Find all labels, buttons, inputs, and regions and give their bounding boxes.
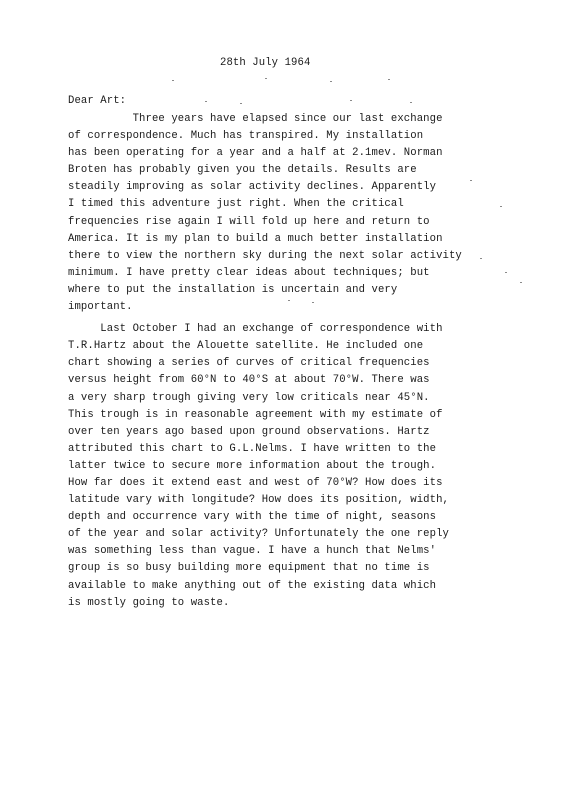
scan-speckle bbox=[330, 81, 332, 82]
scan-speckle bbox=[172, 80, 174, 81]
text-line: of the year and solar activity? Unfortunately the one reply bbox=[68, 528, 449, 541]
scan-speckle bbox=[205, 101, 207, 102]
scan-speckle bbox=[312, 302, 314, 303]
text-line: How far does it extend east and west of 70°W? How does its bbox=[68, 476, 443, 489]
text-line: I timed this adventure just right. When the critical bbox=[68, 198, 404, 211]
letter-salutation: Dear Art: bbox=[68, 95, 127, 107]
text-line: available to make anything out of the existing data which bbox=[68, 579, 437, 592]
scan-speckle bbox=[505, 272, 507, 273]
text-line: there to view the northern sky during the next solar activity bbox=[68, 249, 462, 262]
text-line: chart showing a series of curves of critical frequencies bbox=[68, 357, 430, 370]
text-line: T.R.Hartz about the Alouette satellite. He included one bbox=[68, 340, 424, 353]
scan-speckle bbox=[470, 180, 472, 181]
text-line: is mostly going to waste. bbox=[68, 596, 230, 609]
text-line: Broten has probably given you the details. Results are bbox=[68, 164, 417, 177]
text-line: has been operating for a year and a half at 2.1mev. Norman bbox=[68, 147, 443, 160]
scan-speckle bbox=[500, 206, 502, 207]
text-line: group is so busy building more equipment that no time is bbox=[68, 562, 430, 575]
scan-speckle bbox=[240, 103, 242, 104]
scan-speckle bbox=[388, 79, 390, 80]
text-line: latter twice to secure more information about the trough. bbox=[68, 459, 437, 472]
text-line: important. bbox=[68, 301, 133, 314]
text-line: latitude vary with longitude? How does its position, width, bbox=[68, 494, 449, 507]
text-line: versus height from 60°N to 40°S at about 70°W. There was bbox=[68, 374, 430, 387]
text-line: of correspondence. Much has transpired. My installation bbox=[68, 130, 424, 143]
scan-speckle bbox=[288, 300, 290, 301]
scan-speckle bbox=[265, 78, 267, 79]
text-line: steadily improving as solar activity declines. Apparently bbox=[68, 181, 437, 194]
paragraph-2 bbox=[68, 321, 508, 612]
text-line: Last October I had an exchange of correspondence with bbox=[68, 323, 443, 336]
text-line: This trough is in reasonable agreement with my estimate of bbox=[68, 408, 443, 421]
text-line: was something less than vague. I have a hunch that Nelms' bbox=[68, 545, 437, 558]
text-line: attributed this chart to G.L.Nelms. I have written to the bbox=[68, 442, 437, 455]
text-line: where to put the installation is uncertain and very bbox=[68, 283, 398, 296]
text-line: frequencies rise again I will fold up here and return to bbox=[68, 215, 430, 228]
text-line: America. It is my plan to build a much better installation bbox=[68, 232, 443, 245]
letter-body bbox=[68, 111, 508, 612]
paragraph-1 bbox=[68, 111, 508, 316]
letter-date: 28th July 1964 bbox=[220, 57, 311, 69]
text-line: Three years have elapsed since our last exchange bbox=[68, 113, 443, 125]
text-line: a very sharp trough giving very low criticals near 45°N. bbox=[68, 391, 430, 404]
scan-speckle bbox=[410, 102, 412, 103]
scan-speckle bbox=[350, 100, 352, 101]
text-line: minimum. I have pretty clear ideas about techniques; but bbox=[68, 266, 430, 279]
text-line: over ten years ago based upon ground observations. Hartz bbox=[68, 425, 430, 438]
scan-speckle bbox=[520, 282, 522, 283]
scan-speckle bbox=[480, 258, 482, 259]
text-line: depth and occurrence vary with the time of night, seasons bbox=[68, 511, 437, 524]
